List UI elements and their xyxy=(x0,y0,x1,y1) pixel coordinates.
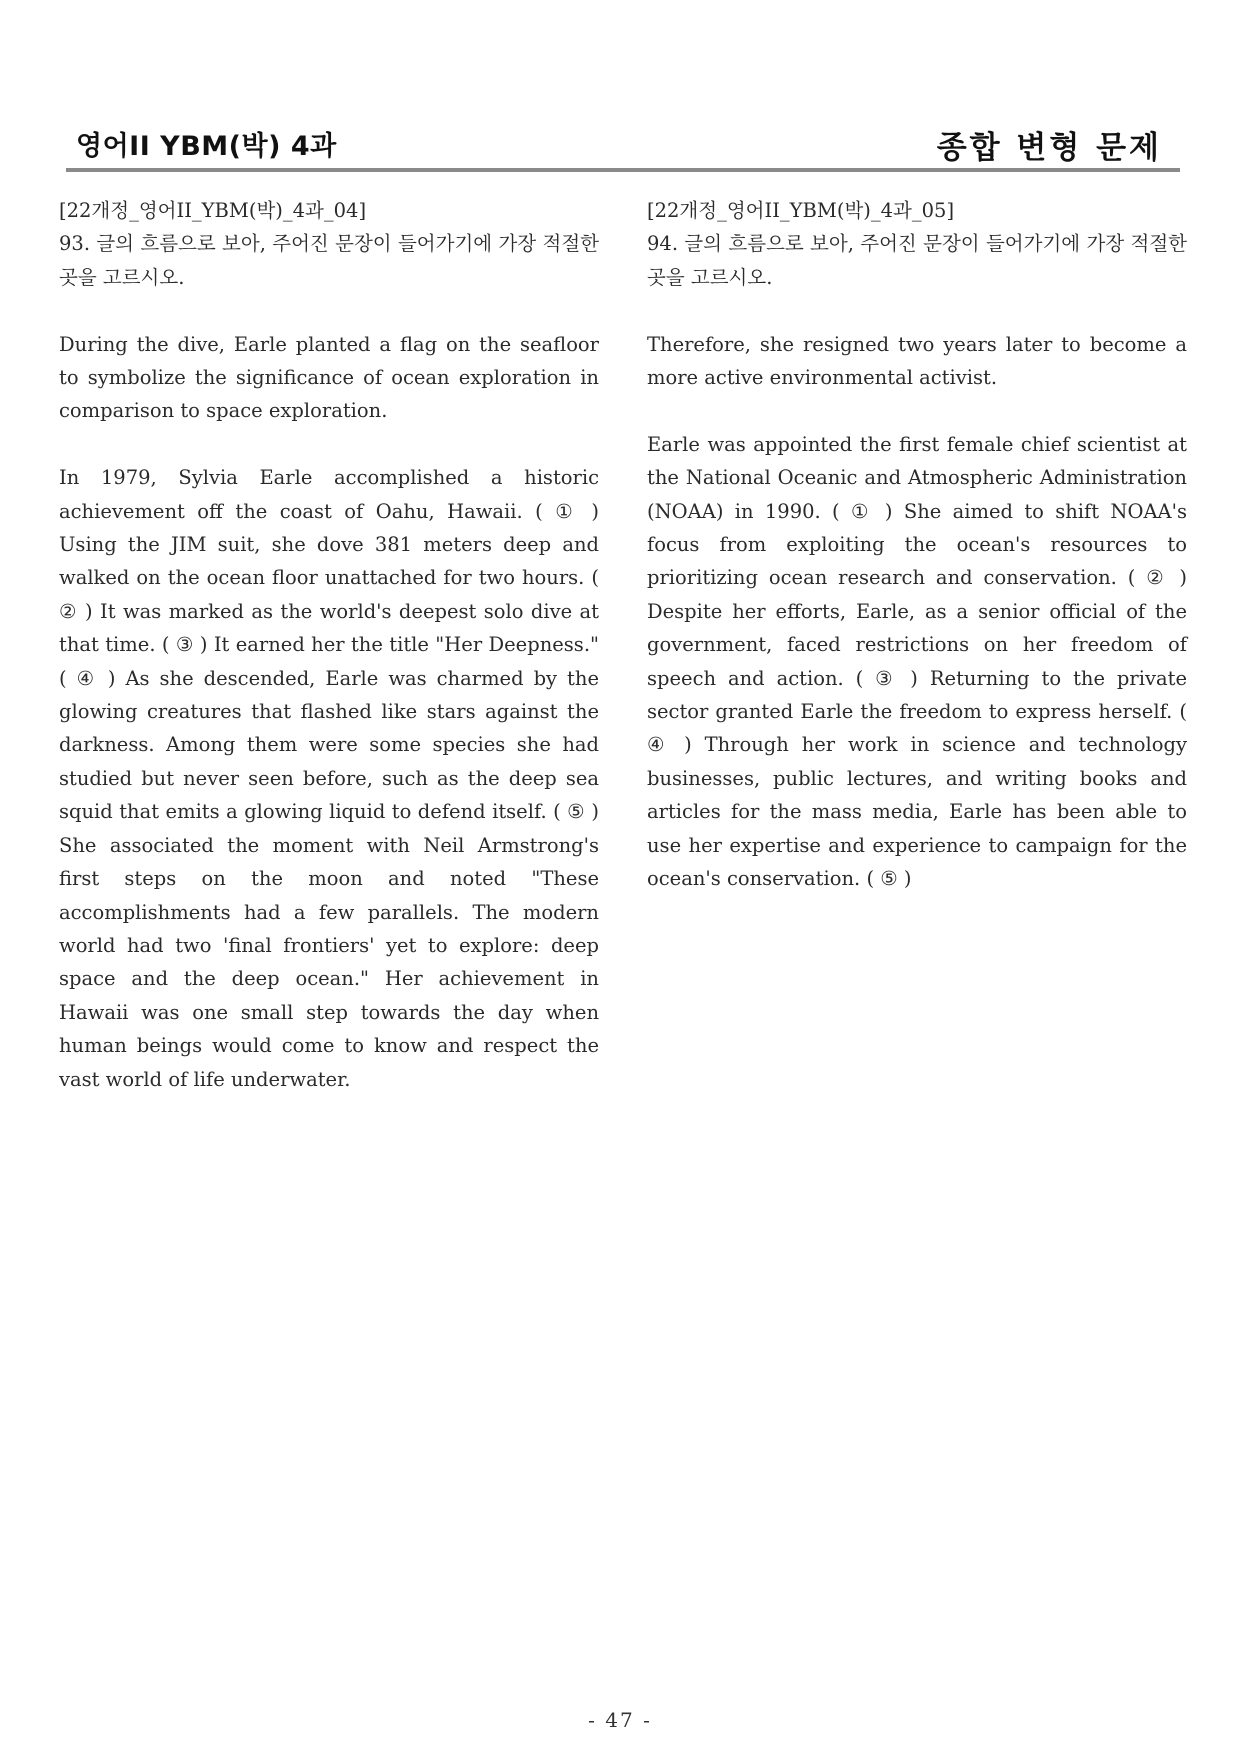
question-93-column xyxy=(59,194,599,1096)
question-prompt: 93. 글의 흐름으로 보아, 주어진 문장이 들어가기에 가장 적절한 곳을 고르시오. xyxy=(59,232,599,289)
page-header xyxy=(66,118,1180,170)
question-code: [22개정_영어II_YBM(박)_4과_04] xyxy=(59,199,367,222)
given-sentence: During the dive, Earle planted a flag on the seafloor to symbolize the significance of ocean exploration in comparison to space exploration. xyxy=(59,332,599,423)
question-prompt: 94. 글의 흐름으로 보아, 주어진 문장이 들어가기에 가장 적절한 곳을 고르시오. xyxy=(647,232,1187,289)
question-code: [22개정_영어II_YBM(박)_4과_05] xyxy=(647,199,955,222)
passage-text: Earle was appointed the first female chief scientist at the National Oceanic and Atmospheric Administration (NOAA) in 1990. ( ① ) She aimed to shift NOAA's focus from exploiting the ocean's resources to prioritizing ocean research and conservation. ( ② ) Despite her efforts, Earle, as a senior official of the government, faced restrictions on her freedom of speech and action. ( ③ ) Returning to the private sector granted Earle the freedom to express herself. ( ④ ) Through her work in science and technology businesses, public lectures, and writing books and articles for the mass media, Earle has been able to use her expertise and experience to campaign for the ocean's conservation. ( ⑤ ) xyxy=(647,432,1187,891)
spacer xyxy=(59,294,599,327)
header-right-title: 종합 변형 문제 xyxy=(936,130,1162,166)
given-sentence: Therefore, she resigned two years later to become a more active environmental activist. xyxy=(647,332,1187,390)
passage-text: In 1979, Sylvia Earle accomplished a historic achievement off the coast of Oahu, Hawaii. ( ① ) Using the JIM suit, she dove 381 meters deep and walked on the ocean floor unattached for two hours. ( ② ) It was marked as the world's deepest solo dive at that time. ( ③ ) It earned her the title "Her Deepness." ( ④ ) As she descended, Earle was charmed by the glowing creatures that flashed like stars against the darkness. Among them were some species she had studied but never seen before, such as the deep sea squid that emits a glowing liquid to defend itself. ( ⑤ ) She associated the moment with Neil Armstrong's first steps on the moon and noted "These accomplishments had a few parallels. The modern world had two 'final frontiers' yet to explore: deep space and the deep ocean." Her achievement in Hawaii was one small step towards the day when human beings would come to know and respect the vast world of life underwater. xyxy=(59,466,599,1091)
page-number: - 47 - xyxy=(588,1708,652,1732)
header-left-title: 영어II YBM(박) 4과 xyxy=(76,131,337,162)
spacer xyxy=(59,428,599,461)
spacer xyxy=(647,394,1187,427)
question-94-column xyxy=(647,194,1187,896)
header-divider xyxy=(66,168,1180,172)
spacer xyxy=(647,294,1187,327)
